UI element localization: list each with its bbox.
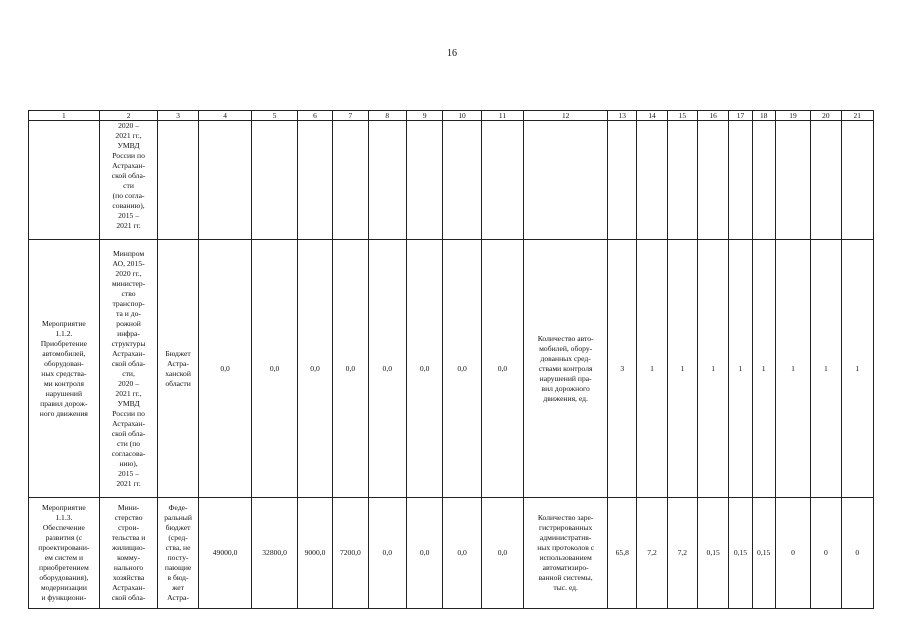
table-cell: 1 (841, 240, 874, 498)
column-number-11: 11 (481, 111, 523, 121)
table-cell (608, 121, 637, 240)
column-number-13: 13 (608, 111, 637, 121)
table-cell (29, 121, 100, 240)
table-cell: Мероприятие 1.1.2. Приобретение автомобилей, оборудован- ных средства- ми контроля нарушений правил дорож- ного движения (29, 240, 100, 498)
table-cell: 0,0 (481, 240, 523, 498)
table-cell (775, 121, 810, 240)
table-cell: 7,2 (637, 498, 667, 609)
table-cell: 0,15 (729, 498, 752, 609)
table-cell (729, 121, 752, 240)
table-cell (811, 121, 841, 240)
table-cell: 1 (667, 240, 697, 498)
table-cell: 0 (811, 498, 841, 609)
column-number-12: 12 (524, 111, 608, 121)
table-cell (368, 121, 406, 240)
table-cell (333, 121, 368, 240)
table-cell: 0,0 (252, 240, 297, 498)
column-number-16: 16 (698, 111, 729, 121)
table-cell: 0,0 (198, 240, 252, 498)
table-cell: Количество авто- мобилей, обору- дованных сред- ствами контроля нарушений пра- вил дорожного движения, ед. (524, 240, 608, 498)
table-cell: 0 (775, 498, 810, 609)
table-cell: 1 (637, 240, 667, 498)
table-cell (752, 121, 775, 240)
table-cell (406, 121, 442, 240)
column-number-1: 1 (29, 111, 100, 121)
table-row (29, 121, 874, 240)
table-cell: 0,0 (481, 498, 523, 609)
table-cell: 2020 – 2021 гг., УМВД России по Астрахан- ской обла- сти (по согла- сованию), 2015 – 2021 гг. (99, 121, 158, 240)
table-cell (667, 121, 697, 240)
table-cell: Мини- стерство строи- тельства и жилищно- комму- нального хозяйства Астрахан- ской обла- (99, 498, 158, 609)
table-cell: 0,15 (752, 498, 775, 609)
table-cell (158, 121, 198, 240)
table-cell: 0,0 (443, 240, 481, 498)
table-cell: Мероприятие 1.1.3. Обеспечение развития (с проектировани- ем систем и приобретением оборудования), модернизации и функциони- (29, 498, 100, 609)
column-number-10: 10 (443, 111, 481, 121)
table-cell: 7,2 (667, 498, 697, 609)
column-number-15: 15 (667, 111, 697, 121)
table-cell: Количество заре- гистрированных административ- ных протоколов с использованием автоматизиро- ванной системы, тыс. ед. (524, 498, 608, 609)
table-cell (698, 121, 729, 240)
table-cell: Феде- ральный бюджет (сред- ства, не посту- пающие в бюд- жет Астра- (158, 498, 198, 609)
table-cell (198, 121, 252, 240)
table-cell: 1 (729, 240, 752, 498)
table-cell: 9000,0 (297, 498, 332, 609)
table-cell: 0,0 (368, 498, 406, 609)
table-row (29, 240, 874, 498)
data-table (28, 110, 874, 609)
table-cell: 0,0 (443, 498, 481, 609)
column-number-17: 17 (729, 111, 752, 121)
table-cell: 0,0 (333, 240, 368, 498)
table-cell: 0,0 (406, 240, 442, 498)
table-cell: 49000,0 (198, 498, 252, 609)
table-cell: Минпром АО, 2015- 2020 гг., министер- ство транспор- та и до- рожной инфра- структуры Астрахан- ской обла- сти, 2020 – 2021 гг., УМВД России по Астрахан- ской обла- сти (по согласова- нию), 2015 – 2021 гг. (99, 240, 158, 498)
table-cell: 32800,0 (252, 498, 297, 609)
table-cell: 1 (775, 240, 810, 498)
header-row (29, 111, 874, 121)
column-number-4: 4 (198, 111, 252, 121)
column-number-21: 21 (841, 111, 874, 121)
column-number-2: 2 (99, 111, 158, 121)
table-cell (252, 121, 297, 240)
table-cell: 0,15 (698, 498, 729, 609)
table-cell: 7200,0 (333, 498, 368, 609)
column-number-8: 8 (368, 111, 406, 121)
column-number-19: 19 (775, 111, 810, 121)
table-cell: 3 (608, 240, 637, 498)
table-cell (297, 121, 332, 240)
table-cell: 1 (752, 240, 775, 498)
table-cell: 0,0 (297, 240, 332, 498)
column-number-18: 18 (752, 111, 775, 121)
table-cell: 0,0 (406, 498, 442, 609)
table-cell: 65,8 (608, 498, 637, 609)
column-number-9: 9 (406, 111, 442, 121)
page-number: 16 (447, 48, 457, 59)
column-number-5: 5 (252, 111, 297, 121)
table-cell (841, 121, 874, 240)
table-cell: 1 (698, 240, 729, 498)
table-cell (481, 121, 523, 240)
table-row (29, 498, 874, 609)
table-cell: 1 (811, 240, 841, 498)
column-number-6: 6 (297, 111, 332, 121)
table-cell: 0 (841, 498, 874, 609)
column-number-7: 7 (333, 111, 368, 121)
column-number-3: 3 (158, 111, 198, 121)
table-cell (443, 121, 481, 240)
column-number-14: 14 (637, 111, 667, 121)
table-cell: Бюджет Астра- ханской области (158, 240, 198, 498)
column-number-20: 20 (811, 111, 841, 121)
table-cell (524, 121, 608, 240)
table-cell: 0,0 (368, 240, 406, 498)
table-cell (637, 121, 667, 240)
